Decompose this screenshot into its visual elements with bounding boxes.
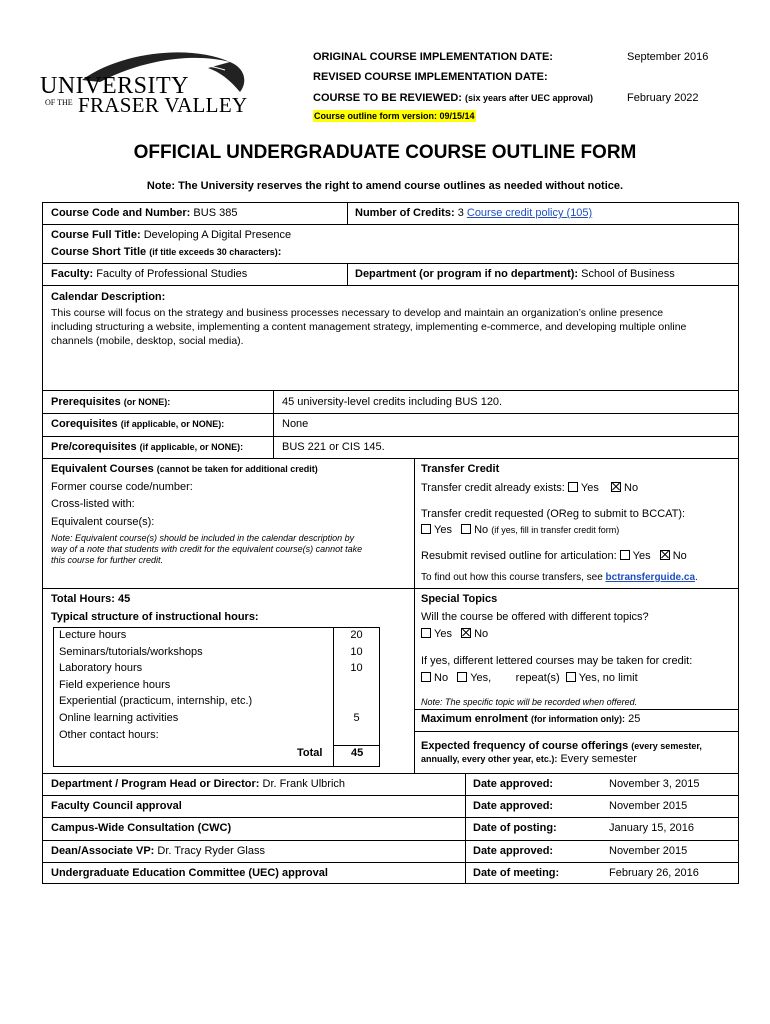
expected-frequency-2 bbox=[421, 753, 637, 765]
lettered-yes-label: Yes, bbox=[470, 672, 492, 684]
lettered-courses: If yes, different lettered courses may be taken for credit: bbox=[421, 655, 693, 667]
prereq-note: (or NONE): bbox=[123, 397, 171, 407]
approval-date-label: Date of meeting: bbox=[473, 866, 560, 879]
yes-label: Yes bbox=[434, 628, 452, 640]
hours-row-label: Field experience hours bbox=[59, 678, 171, 691]
max-enrolment bbox=[421, 713, 640, 725]
approval-date-value: November 3, 2015 bbox=[609, 778, 700, 790]
lettered-nolimit-label: Yes, no limit bbox=[578, 672, 638, 684]
approval-date-label: Date of posting: bbox=[473, 822, 557, 835]
orig-date-label: ORIGINAL COURSE IMPLEMENTATION DATE: bbox=[313, 51, 553, 63]
max-enrolment-value: 25 bbox=[628, 713, 641, 725]
transfer-requested-no-checkbox[interactable] bbox=[461, 524, 471, 534]
credits bbox=[355, 207, 592, 219]
logo-line2: FRASER VALLEY bbox=[78, 93, 248, 117]
bctransferguide-link[interactable]: bctransferguide.ca bbox=[605, 572, 696, 583]
transfer-credit-label: Transfer Credit bbox=[421, 463, 500, 475]
total-hours-label: Total Hours: bbox=[51, 593, 115, 605]
approval-date-value: January 15, 2016 bbox=[609, 822, 695, 835]
course-code-value: BUS 385 bbox=[193, 207, 238, 219]
approval-label: Dean/Associate VP: bbox=[51, 844, 155, 857]
special-topics-question: Will the course be offered with different topics? bbox=[421, 611, 649, 623]
review-note: (six years after UEC approval) bbox=[465, 93, 594, 103]
department-value: School of Business bbox=[581, 268, 675, 280]
equivalent-note: (cannot be taken for additional credit) bbox=[156, 464, 318, 474]
transfer-exists-yes-checkbox[interactable] bbox=[568, 482, 578, 492]
credits-label: Number of Credits: bbox=[355, 207, 455, 219]
calendar-line2: including structuring a website, implementing a content management strategy, implementing e-commerce, and developing multiple online bbox=[51, 321, 687, 333]
hours-row-label: Online learning activities bbox=[59, 712, 179, 724]
hours-row-label: Experiential (practicum, internship, etc.) bbox=[59, 695, 253, 708]
page-title: OFFICIAL UNDERGRADUATE COURSE OUTLINE FORM bbox=[133, 142, 637, 163]
equivalent-field: Equivalent course(s): bbox=[51, 516, 155, 528]
precoreq bbox=[51, 441, 243, 453]
approval-date-label: Date approved: bbox=[473, 778, 554, 790]
orig-date-value: September 2016 bbox=[627, 51, 709, 63]
equivalent-courses bbox=[51, 463, 318, 475]
resubmit-no-checkbox[interactable] bbox=[660, 550, 670, 560]
hours-row-value: 10 bbox=[350, 645, 363, 658]
transfer-find-text: To find out how this course transfers, see bbox=[421, 572, 603, 583]
lettered-no-label: No bbox=[434, 672, 449, 684]
hours-row-label: Laboratory hours bbox=[59, 662, 143, 675]
special-topics-label: Special Topics bbox=[421, 593, 498, 605]
approval-row bbox=[51, 778, 345, 790]
equivalent-note2: way of a note that students with credit for the equivalent course(s) cannot take bbox=[51, 544, 363, 554]
approval-name: Dr. Tracy Ryder Glass bbox=[157, 844, 265, 857]
approval-name: Dr. Frank Ulbrich bbox=[262, 778, 346, 790]
approval-label: Faculty Council approval bbox=[51, 800, 182, 813]
transfer-requested-yes-checkbox[interactable] bbox=[421, 524, 431, 534]
prereq-value: 45 university-level credits including BUS 120. bbox=[282, 396, 503, 408]
transfer-find bbox=[421, 572, 698, 583]
frequency-note2: annually, every other year, etc.): bbox=[421, 754, 558, 764]
transfer-exists-text: Transfer credit already exists: bbox=[421, 482, 565, 494]
hours-row-label: Lecture hours bbox=[59, 629, 127, 641]
yes-label: Yes bbox=[632, 550, 651, 562]
coreq bbox=[51, 418, 224, 430]
precoreq-note: (if applicable, or NONE): bbox=[139, 442, 244, 452]
special-topics-no-checkbox[interactable] bbox=[461, 628, 471, 638]
calendar-label: Calendar Description: bbox=[51, 291, 166, 303]
coreq-value: None bbox=[282, 418, 309, 430]
topic-note: Note: The specific topic will be recorded when offered. bbox=[421, 697, 638, 707]
precoreq-value: BUS 221 or CIS 145. bbox=[282, 441, 385, 453]
coreq-note: (if applicable, or NONE): bbox=[120, 419, 225, 429]
approval-date-label: Date approved: bbox=[473, 800, 554, 813]
lettered-no-checkbox[interactable] bbox=[421, 672, 431, 682]
full-title bbox=[51, 229, 291, 241]
yes-label: Yes bbox=[434, 524, 452, 536]
approval-label: Department / Program Head or Director: bbox=[51, 778, 260, 790]
frequency-note1: (every semester, bbox=[631, 741, 702, 751]
course-code-label: Course Code and Number: bbox=[51, 207, 191, 219]
cross-listed: Cross-listed with: bbox=[51, 498, 135, 510]
transfer-requested-options bbox=[418, 524, 619, 536]
no-label: No bbox=[672, 550, 687, 562]
hours-total-label: Total bbox=[297, 747, 323, 759]
approval-date-value: November 2015 bbox=[609, 800, 688, 813]
full-title-label: Course Full Title: bbox=[51, 229, 141, 241]
transfer-requested: Transfer credit requested (OReg to submit to BCCAT): bbox=[421, 508, 686, 520]
total-hours bbox=[51, 593, 130, 605]
no-label: No bbox=[474, 524, 489, 536]
logo-line1: UNIVERSITY bbox=[40, 73, 189, 99]
transfer-requested-note: (if yes, fill in transfer credit form) bbox=[491, 525, 620, 535]
form-note: Note: The University reserves the right to amend course outlines as needed without notice. bbox=[146, 180, 624, 192]
approval-date-value: November 2015 bbox=[609, 844, 688, 857]
department-label: Department (or program if no department): bbox=[355, 268, 579, 280]
lettered-options bbox=[418, 672, 638, 684]
logo-ofthe: OF THE bbox=[45, 98, 73, 107]
equivalent-note3: this course for further credit. bbox=[51, 555, 164, 565]
hours-row-label: Other contact hours: bbox=[59, 728, 159, 741]
faculty bbox=[51, 268, 247, 280]
course-code bbox=[51, 207, 237, 219]
transfer-exists bbox=[421, 482, 638, 494]
short-title-note: (if title exceeds 30 characters) bbox=[149, 247, 278, 257]
approval-row bbox=[51, 845, 265, 857]
faculty-value: Faculty of Professional Studies bbox=[96, 268, 248, 280]
expected-frequency bbox=[421, 740, 702, 752]
max-enrolment-note: (for information only): bbox=[531, 714, 626, 724]
form-version: Course outline form version: 09/15/14 bbox=[314, 111, 475, 121]
approval-date-value: February 26, 2016 bbox=[609, 866, 699, 879]
credits-value: 3 bbox=[457, 207, 464, 219]
resubmit-text: Resubmit revised outline for articulation: bbox=[421, 550, 617, 562]
former-code: Former course code/number: bbox=[51, 481, 193, 493]
full-title-value: Developing A Digital Presence bbox=[143, 229, 292, 241]
approval-row bbox=[51, 800, 182, 812]
lettered-yes-checkbox[interactable] bbox=[457, 672, 467, 682]
equivalent-note1: Note: Equivalent course(s) should be included in the calendar description by bbox=[51, 533, 355, 543]
approval-row bbox=[51, 822, 231, 834]
university-logo bbox=[40, 48, 250, 120]
typical-structure: Typical structure of instructional hours: bbox=[51, 611, 259, 623]
short-title: Course Short Title (if title exceeds 30 characters): bbox=[51, 246, 282, 258]
review-value: February 2022 bbox=[627, 92, 699, 104]
hours-row-value: 10 bbox=[350, 662, 363, 675]
hours-row-value: 5 bbox=[353, 712, 360, 724]
yes-label: Yes bbox=[580, 482, 599, 494]
short-title-label: Course Short Title bbox=[51, 246, 147, 258]
faculty-label: Faculty: bbox=[51, 268, 94, 280]
precoreq-label: Pre/corequisites bbox=[51, 441, 137, 453]
review-label-text: COURSE TO BE REVIEWED: bbox=[313, 92, 462, 104]
approval-label: Campus-Wide Consultation (CWC) bbox=[51, 822, 232, 835]
approval-label: Undergraduate Education Committee (UEC) approval bbox=[51, 866, 328, 879]
coreq-label: Corequisites bbox=[51, 418, 118, 430]
frequency-value: Every semester bbox=[560, 753, 637, 765]
frequency-label: Expected frequency of course offerings bbox=[421, 740, 629, 752]
no-label: No bbox=[624, 482, 639, 494]
hours-row-label: Seminars/tutorials/workshops bbox=[59, 645, 203, 658]
prereq-label: Prerequisites bbox=[51, 396, 121, 408]
calendar-line1: This course will focus on the strategy and business processes necessary to develop and maintain an organization’s online presence bbox=[51, 307, 664, 319]
approval-date-label: Date approved: bbox=[473, 844, 554, 857]
total-hours-value: 45 bbox=[118, 593, 131, 605]
hours-row-value: 20 bbox=[350, 629, 363, 641]
special-topics-options bbox=[418, 628, 488, 640]
special-topics-yes-checkbox[interactable] bbox=[421, 628, 431, 638]
revised-date-label: REVISED COURSE IMPLEMENTATION DATE: bbox=[313, 71, 548, 83]
review-label bbox=[313, 92, 593, 104]
resubmit-yes-checkbox[interactable] bbox=[620, 550, 630, 560]
transfer-exists-no-checkbox[interactable] bbox=[611, 482, 621, 492]
approval-row bbox=[51, 867, 328, 879]
transfer-find-end: . bbox=[695, 572, 698, 583]
equivalent-label: Equivalent Courses bbox=[51, 463, 154, 475]
lettered-nolimit-checkbox[interactable] bbox=[566, 672, 576, 682]
hours-total-value: 45 bbox=[351, 747, 364, 759]
prereq bbox=[51, 396, 170, 408]
lettered-repeat-label: repeat(s) bbox=[515, 672, 560, 684]
resubmit bbox=[421, 550, 687, 562]
no-label: No bbox=[474, 628, 489, 640]
credit-policy-link[interactable]: Course credit policy (105) bbox=[466, 207, 593, 219]
department bbox=[355, 268, 675, 280]
calendar-line3: channels (mobile, desktop, social media). bbox=[51, 335, 244, 347]
max-enrolment-label: Maximum enrolment bbox=[421, 713, 528, 725]
